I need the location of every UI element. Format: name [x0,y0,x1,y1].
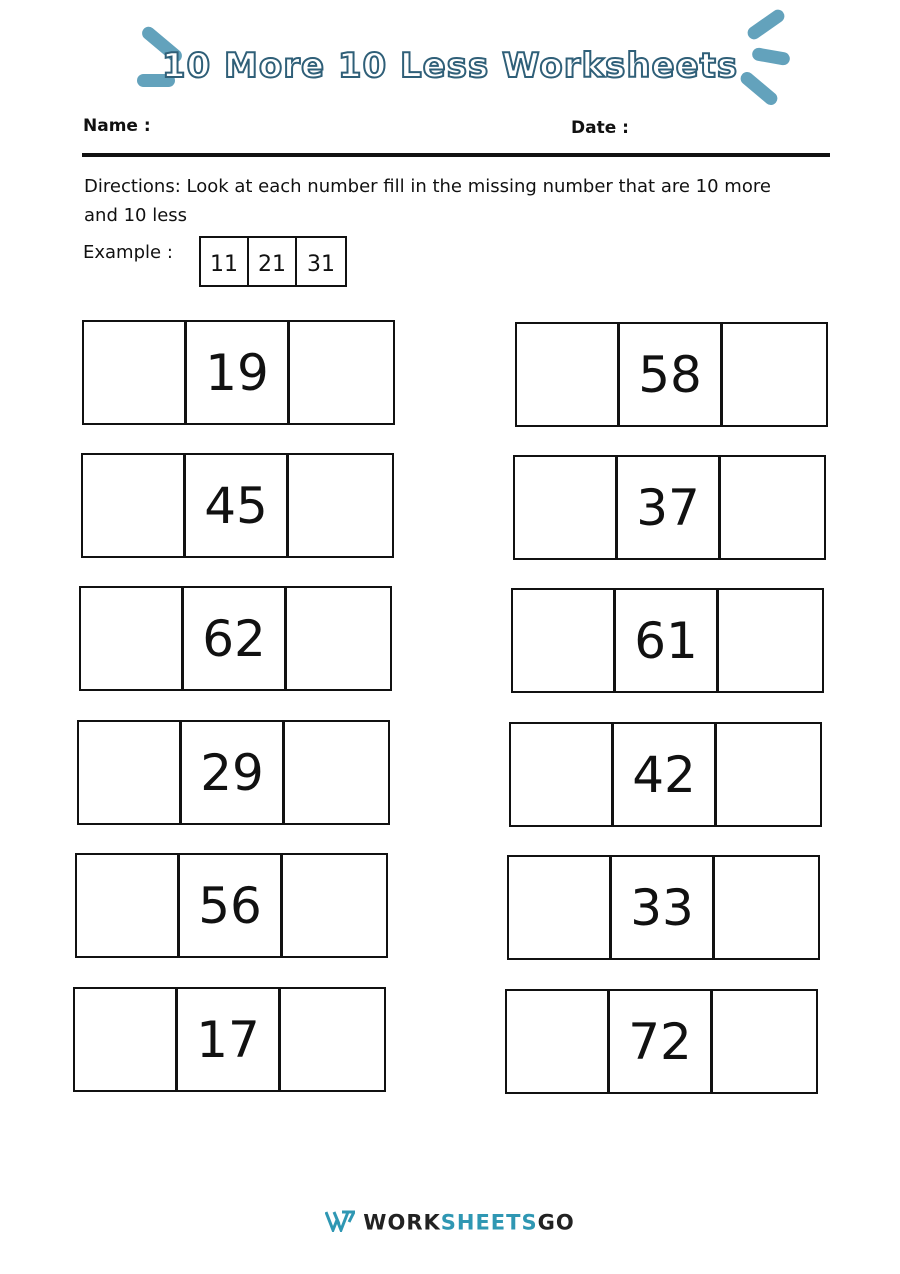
answer-box-less[interactable] [79,722,182,823]
answer-box-less[interactable] [77,855,180,956]
divider [82,153,830,157]
given-number: 29 [182,722,285,823]
name-label: Name : [83,116,151,136]
answer-box-more[interactable] [283,855,386,956]
problem-row [79,586,392,691]
problem-row [81,453,394,558]
given-number: 33 [612,857,715,958]
answer-box-less[interactable] [517,324,620,425]
answer-box-less[interactable] [75,989,178,1090]
problem-row [73,987,386,1092]
brand-sheets: SHEETS [440,1210,538,1235]
answer-box-more[interactable] [715,857,818,958]
example-box: 21 [249,238,297,285]
problem-row [82,320,395,425]
page-title: 10 More 10 Less Worksheets [161,46,739,86]
example-boxes [199,236,347,287]
answer-box-less[interactable] [515,457,618,558]
brand-footer [0,1210,900,1237]
answer-box-more[interactable] [285,722,388,823]
given-number: 72 [610,991,713,1092]
answer-box-more[interactable] [713,991,816,1092]
date-label: Date : [571,118,629,138]
problem-row [75,853,388,958]
answer-box-more[interactable] [281,989,384,1090]
worksheetsgo-logo-icon [325,1210,355,1237]
brand-work: WORK [363,1210,441,1235]
given-number: 37 [618,457,721,558]
decor-dash [745,7,787,42]
given-number: 19 [187,322,290,423]
answer-box-less[interactable] [507,991,610,1092]
example-label: Example : [83,242,173,263]
problem-row [509,722,822,827]
answer-box-less[interactable] [511,724,614,825]
problem-row [513,455,826,560]
answer-box-less[interactable] [84,322,187,423]
directions-text: Directions: Look at each number fill in the missing number that are 10 more and 10 less [84,176,771,226]
problem-row [507,855,820,960]
answer-box-less[interactable] [509,857,612,958]
answer-box-less[interactable] [83,455,186,556]
problem-row [515,322,828,427]
given-number: 42 [614,724,717,825]
given-number: 45 [186,455,289,556]
problem-row [505,989,818,1094]
given-number: 61 [616,590,719,691]
brand-go: GO [537,1210,575,1235]
given-number: 58 [620,324,723,425]
answer-box-more[interactable] [287,588,390,689]
answer-box-more[interactable] [723,324,826,425]
answer-box-more[interactable] [721,457,824,558]
problem-row [511,588,824,693]
example-box: 31 [307,252,335,277]
example-box: 11 [201,238,249,285]
answer-box-more[interactable] [289,455,392,556]
answer-box-less[interactable] [513,590,616,691]
answer-box-more[interactable] [717,724,820,825]
answer-box-more[interactable] [290,322,393,423]
answer-box-less[interactable] [81,588,184,689]
given-number: 62 [184,588,287,689]
problem-row [77,720,390,825]
given-number: 56 [180,855,283,956]
answer-box-more[interactable] [719,590,822,691]
given-number: 17 [178,989,281,1090]
